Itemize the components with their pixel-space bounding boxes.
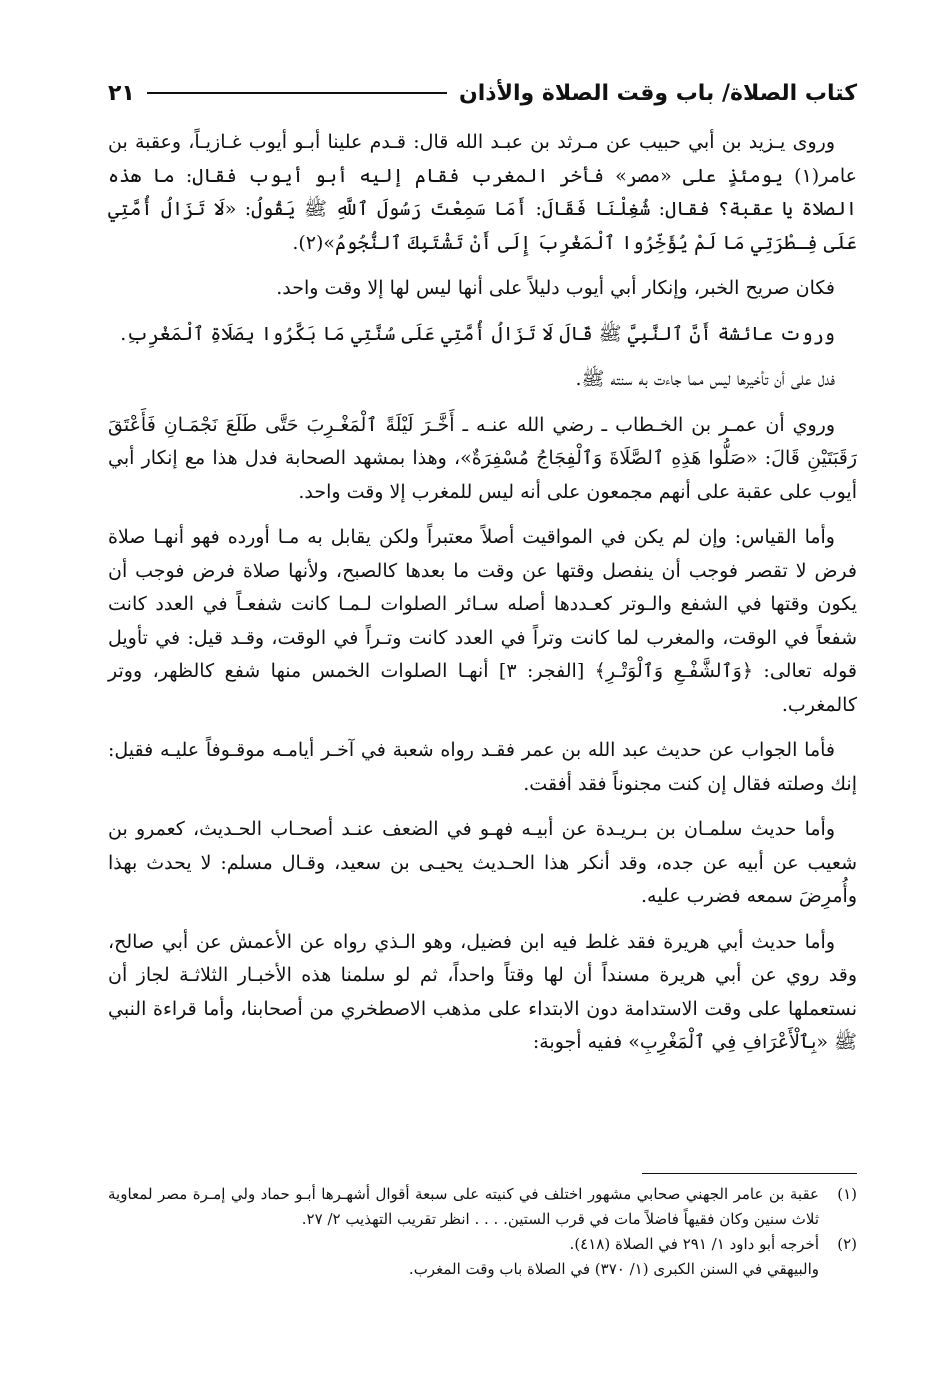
paragraph: وروى يـزيد بن أبي حبيب عن مـرثد بن عبـد الله قال: قـدم علينا أبـو أيوب غـازيـاً، وعقبة بن عامر(١) يومئذٍ على «مصر» فأخر المغرب فقام إليه أبو أيوب فقال: ما هذه الصلاة يا عقبة؟ فقال: شُغِلْنَا فَقَالَ: أَمَا سَمِعْتَ رَسُولَ ٱللَّهِ ﷺ يَقُولُ: «لَا تَزَالُ أُمَّتِي عَلَى فِـطْرَتِي مَا لَمْ يُؤَخِّرُوا ٱلْمَغْرِبَ إِلَى أَنْ تَشْتَبِكَ ٱلنُّجُومُ»(٢). <box>108 131 857 254</box>
running-header <box>108 76 857 110</box>
chapter-title: كتاب الصلاة/ باب وقت الصلاة والأذان <box>458 80 857 106</box>
footnote-continuation: والبيهقي في السنن الكبرى (١/ ٣٧٠) في الصلاة باب وقت المغرب. <box>408 1260 819 1278</box>
footnote-number: (٢) <box>837 1235 857 1253</box>
paragraph: وأما حديث سلمـان بن بـريـدة عن أبيـه فهـو في الضعف عنـد أصحـاب الحـديث، كعمرو بن شعيب عن أبيه عن جده، وقد أنكر هذا الحـديث يحيـى بن سعيد، وقـال مسلم: لا يحدث بهذا وأُمرِضَ سمعه فضرب عليه. <box>108 818 857 907</box>
footnote-number: (١) <box>837 1185 857 1203</box>
footnote-separator <box>642 1173 857 1174</box>
footnotes <box>108 1182 857 1282</box>
footnote <box>108 1232 857 1257</box>
paragraph: فكان صريح الخبر، وإنكار أبي أيوب دليلاً على أنها ليس لها إلا وقت واحد. <box>276 277 835 299</box>
footnote-text: أخرجه أبو داود ١/ ٢٩١ في الصلاة (٤١٨). <box>569 1235 819 1253</box>
paragraph: وروت عائشة أَنَّ ٱلنَّبِيَّ ﷺ قَالَ لَا تَزَالُ أُمَّتِي عَلَى سُنَّتِي مَا بَكَّرُوا بِصَلَاةِ ٱلْمَغْرِبِ. <box>120 322 835 345</box>
paragraph: وأما القياس: وإن لم يكن في المواقيت أصلاً معتبراً ولكن يقابل به مـا أورده فهو أنهـا صلاة فرض لا تقصر فوجب أن ينفصل وقتها عن وقت ما بعدها كالصبح، ولأنها صلاة فرض فوجب أن يكون وقتها في الشفع والـوتر كعـددها أصله سـائر الصلوات لـمـا كانت شفعـاً في العدد كانت شفعاً في الوقت، والمغرب لما كانت وتراً في العدد كانت وتـراً في الوقت، وقـد قيل: في تأويل قوله تعالى: ﴿وَٱلشَّفْـعِ وَٱلْوَتْـرِ﴾ [الفجر: ٣] أنهـا الصلوات الخمس منها شفع كالظهر، ووتر كالمغرب. <box>108 526 858 716</box>
main-text <box>108 126 857 1072</box>
footnote <box>108 1182 857 1232</box>
header-rule <box>147 92 447 94</box>
paragraph: وروي أن عمـر بن الخـطاب ـ رضي الله عنـه ـ أَخَّـرَ لَيْلَةً ٱلْمَغْـرِبَ حَتَّى طَلَعَ نَجْمَـانِ فَأَعْتَقَ رَقَبَتَيْنِ قَالَ: «صَلُّوا هَذِهِ ٱلصَّلَاةَ وَٱلْفِجَاجُ مُسْفِرَةٌ»، وهذا بمشهد الصحابة فدل هذا مع إنكار أبي أيوب على عقبة على أنهم مجمعون على أنه ليس للمغرب إلا وقت واحد. <box>108 413 857 503</box>
footnote-text: عقبة بن عامر الجهني صحابي مشهور اختلف في كنيته على سبعة أقوال أشهـرها أبـو حماد ولي إمـرة مصر لمعاوية ثلاث سنين وكان فقيهاً فاضلاً مات في قرب الستين. . . . انظر تقريب التهذيب ٢/ ٢٧. <box>108 1185 819 1228</box>
paragraph: فدل على أن تأخيرها ليس مما جاءت به سنته ﷺ. <box>575 368 835 390</box>
paragraph: وأما حديث أبي هريرة فقد غلط فيه ابن فضيل، وهو الـذي رواه عن الأعمش عن أبي صالح، وقد روي عن أبي هريرة مسنداً أن لها وقتاً واحداً، ثم لو سلمنا هذه الأخبـار الثلاثـة لجاز أن نستعملها على وقت الاستدامة دون الابتداء على مذهب الاصطخري من أصحابنا، وأما قراءة النبي ﷺ «بِٱلْأَعْرَافِ فِي ٱلْمَغْرِبِ» ففيه أجوبة: <box>108 930 857 1053</box>
page-number: ٢١ <box>108 80 135 106</box>
paragraph: فأما الجواب عن حديث عبد الله بن عمر فقـد رواه شعبة في آخـر أيامـه موقـوفاً عليـه فقيل: إنك وصلته فقال إن كنت مجنوناً فقد أفقت. <box>108 739 857 795</box>
